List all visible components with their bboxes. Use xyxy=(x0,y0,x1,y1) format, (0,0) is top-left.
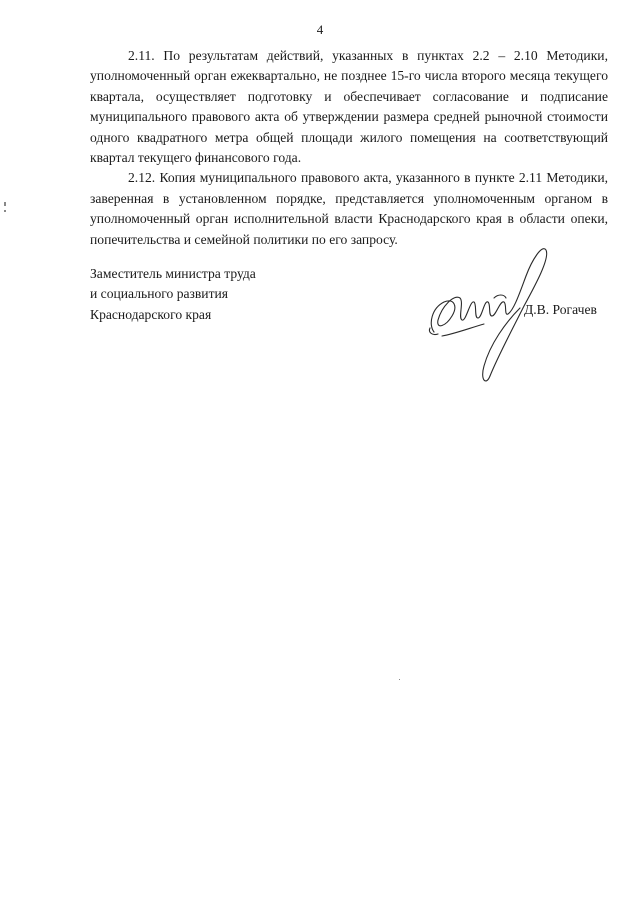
paragraph-2-12: 2.12. Копия муниципального правового акта, указанного в пункте 2.11 Методики, заверенная в установленном порядке, представляется уполномоченным органом в уполномоченный орган исполнительной власти Краснодарского края в области опеки, попечительства и семейной политики по его запросу. xyxy=(90,170,608,247)
scan-artifact xyxy=(4,210,6,212)
page-number: 4 xyxy=(316,22,324,37)
scan-artifact xyxy=(4,202,6,206)
signatory-position-line: Краснодарского края xyxy=(90,306,212,322)
signatory-position xyxy=(90,264,256,325)
scan-artifact xyxy=(399,679,400,680)
signatory-position-line: Заместитель министра труда xyxy=(90,266,256,281)
signatory-position-line: и социального развития xyxy=(90,286,229,302)
paragraph-2-11: 2.11. По результатам действий, указанных в пунктах 2.2 – 2.10 Методики, уполномоченный орган ежеквартально, не позднее 15-го числа второго месяца текущего квартала, осуществляет подготовку и обеспечивает согласование и подписание муниципального правового акта об утверждении размера средней рыночной стоимости одного квадратного метра общей площади жилого помещения на соответствующий квартал текущего финансового года. xyxy=(90,48,608,166)
document-body xyxy=(90,46,608,250)
signatory-name: Д.В. Рогачев xyxy=(524,302,597,317)
